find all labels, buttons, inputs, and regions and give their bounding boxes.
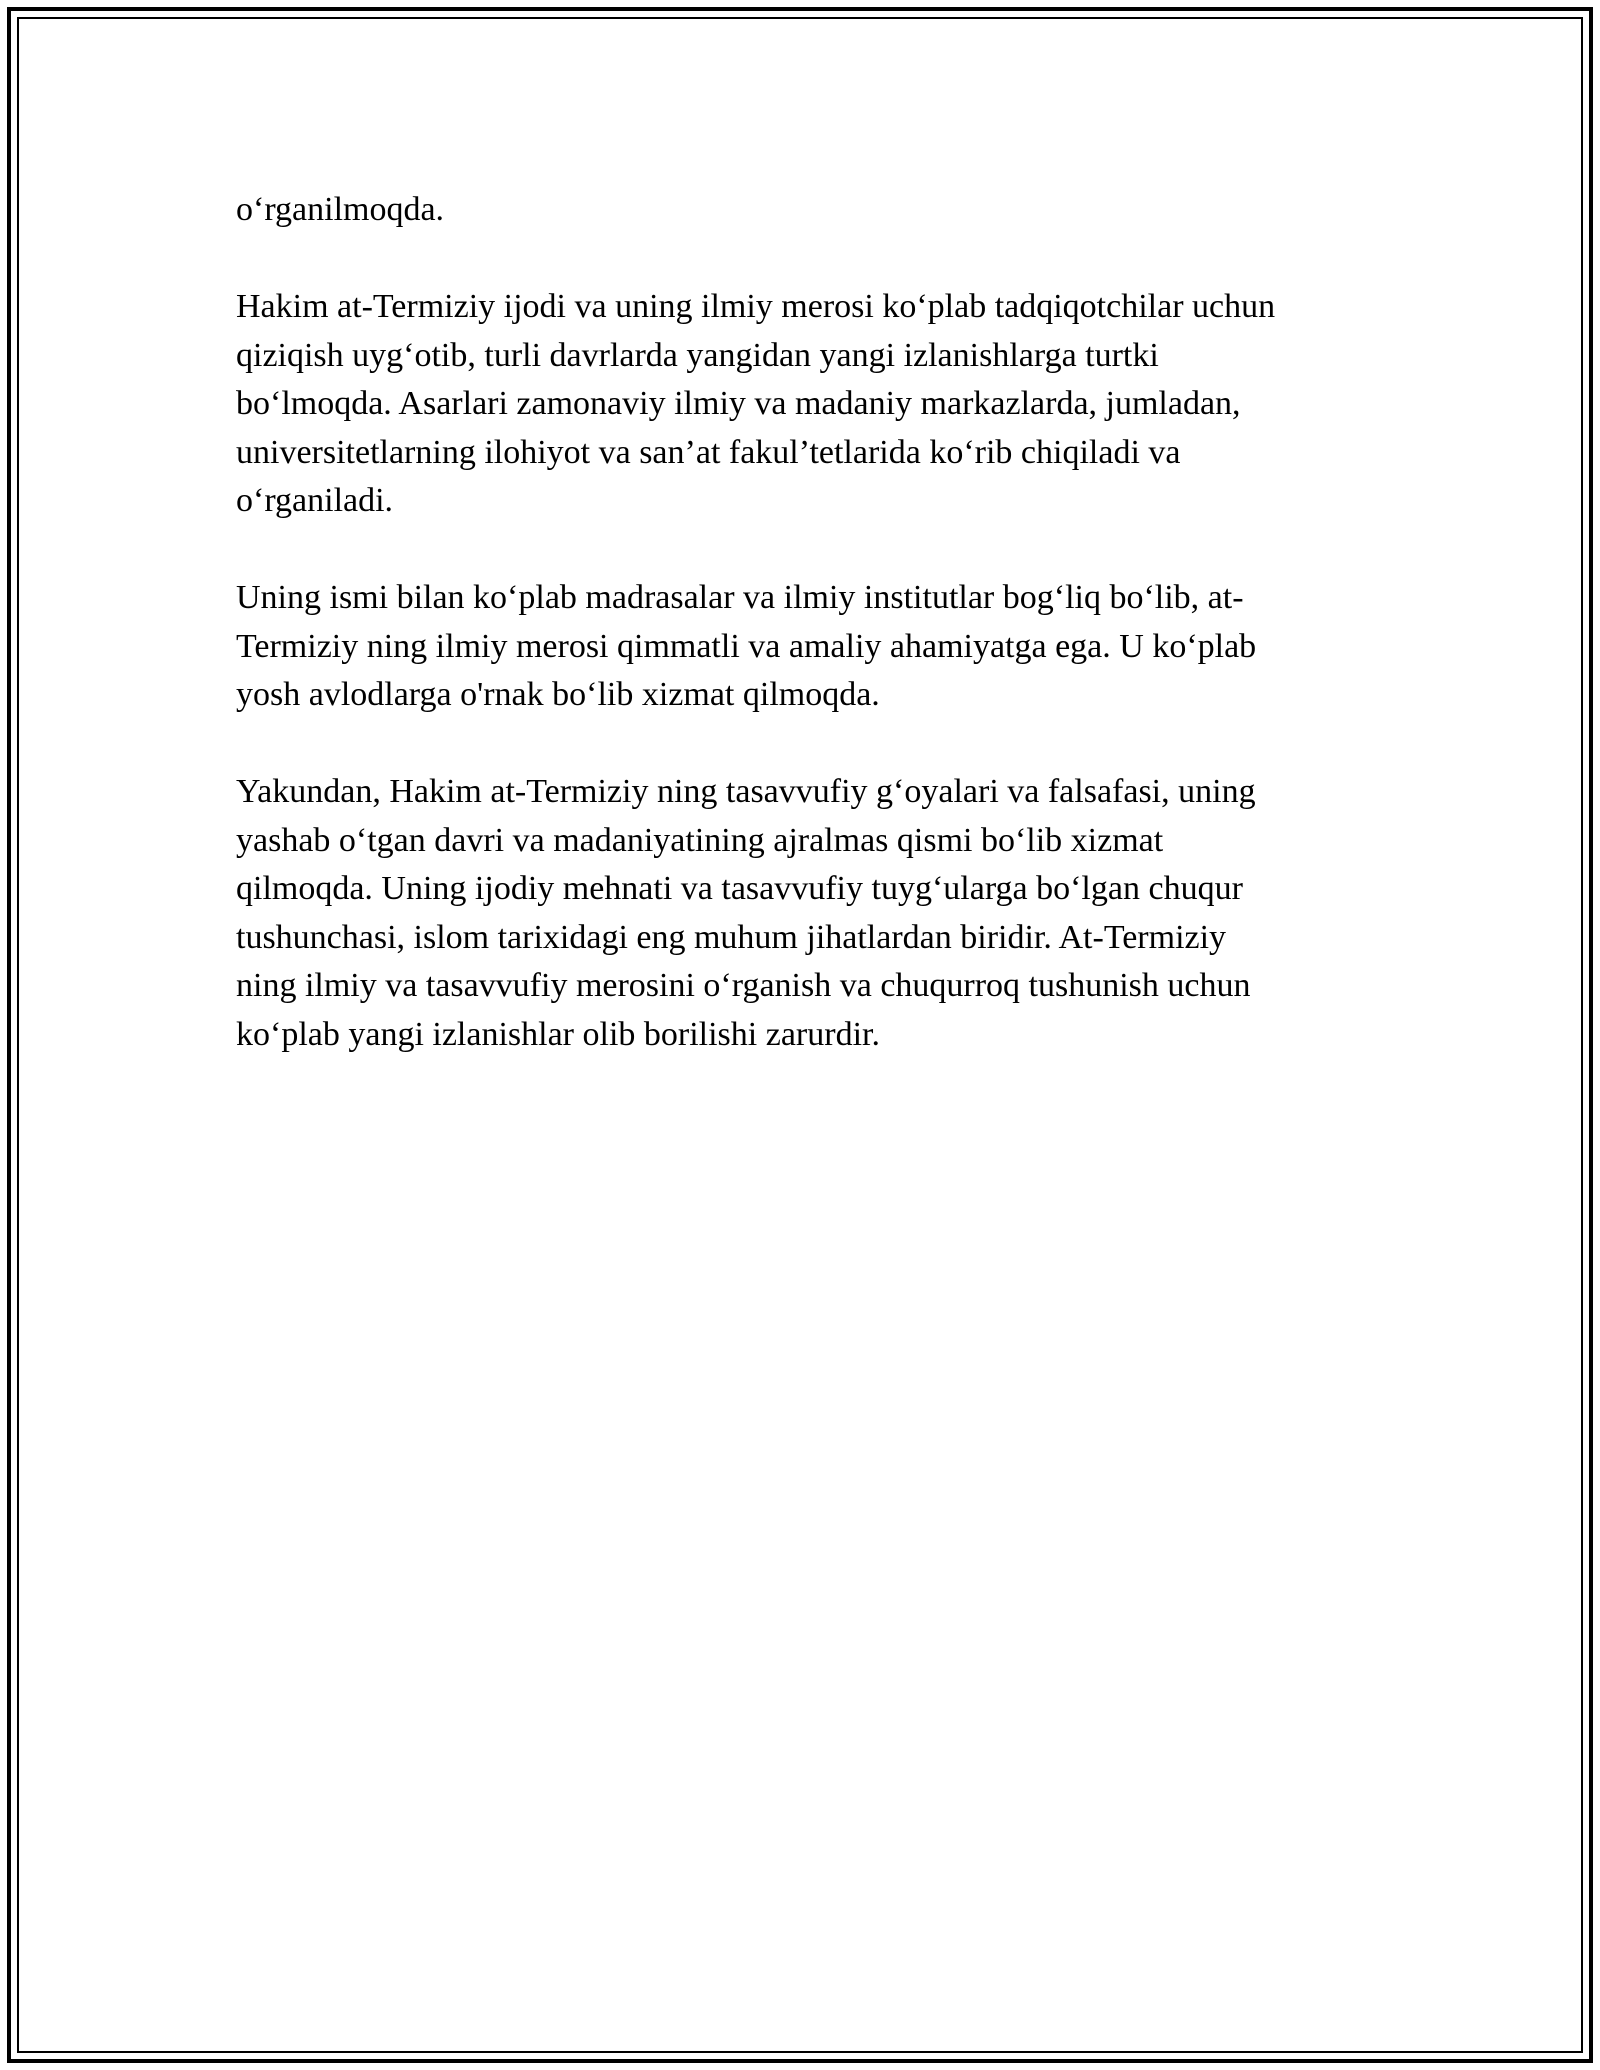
- paragraph-1: o‘rganilmoqda.: [236, 191, 445, 228]
- document-body: [236, 186, 1366, 1108]
- paragraph-3: Uning ismi bilan ko‘plab madrasalar va ilmiy institutlar bog‘liq bo‘lib, at- Termiziy ning ilmiy merosi qimmatli va amaliy ahamiyatga ega. U ko‘plab yosh avlodlarga o'rnak bo‘lib xizmat qilmoqda.: [236, 579, 1257, 713]
- paragraph-4: Yakundan, Hakim at-Termiziy ning tasavvufiy g‘oyalari va falsafasi, uning yashab o‘tgan davri va madaniyatining ajralmas qismi bo‘lib xizmat qilmoqda. Uning ijodiy mehnati va tasavvufiy tuyg‘ularga bo‘lgan chuqur tushunchasi, islom tarixidagi eng muhum jihatlardan biridir. At-Termiziy ning ilmiy va tasavvufiy merosini o‘rganish va chuqurroq tushunish uchun ko‘plab yangi izlanishlar olib borilishi zarurdir.: [236, 773, 1256, 1053]
- paragraph-2: Hakim at-Termiziy ijodi va uning ilmiy merosi ko‘plab tadqiqotchilar uchun qiziqish uyg‘otib, turli davrlarda yangidan yangi izlanishlarga turtki bo‘lmoqda. Asarlari zamonaviy ilmiy va madaniy markazlarda, jumladan, universitetlarning ilohiyot va san’at fakul’tetlarida ko‘rib chiqiladi va o‘rganiladi.: [236, 288, 1276, 519]
